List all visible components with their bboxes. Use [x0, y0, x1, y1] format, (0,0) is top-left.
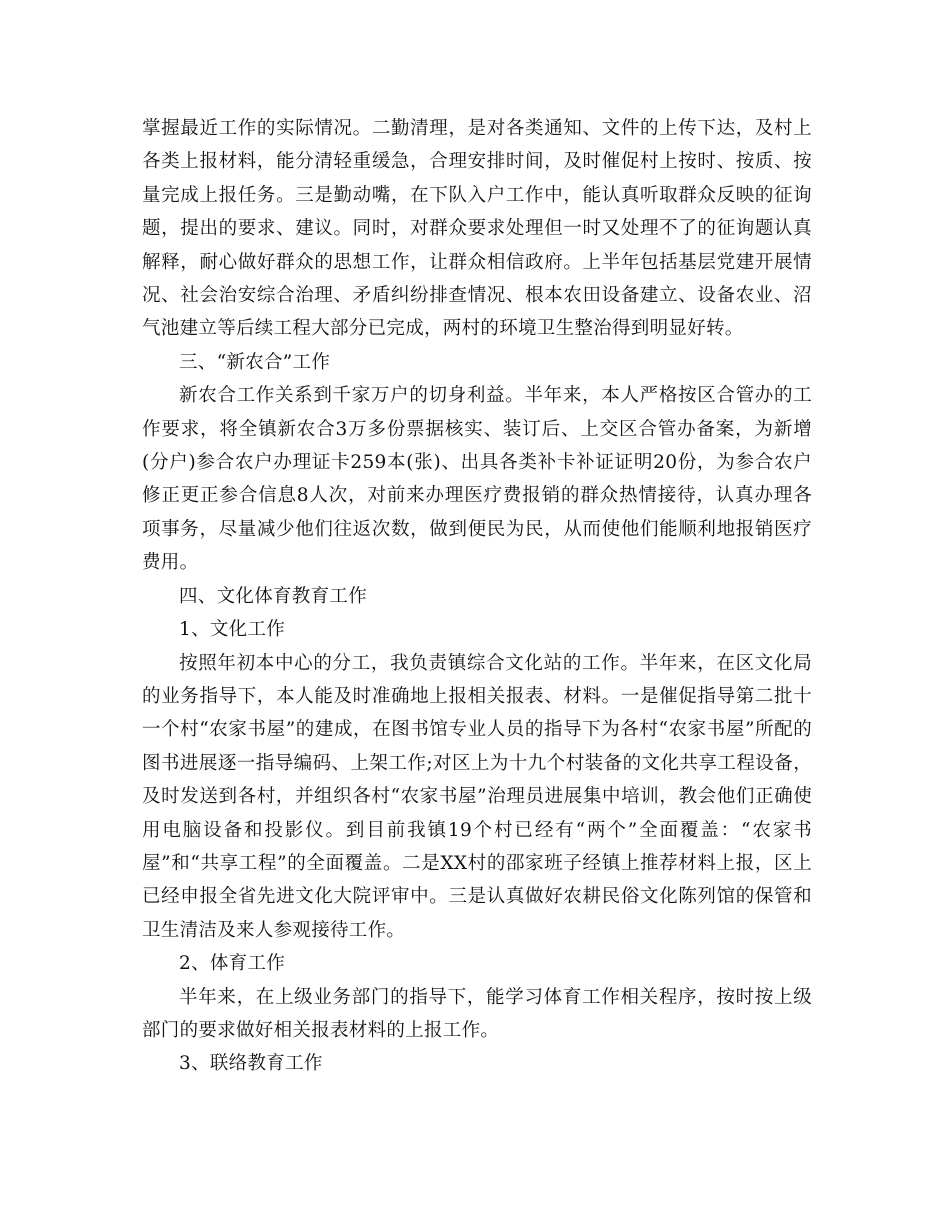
paragraph-culture-work: 按照年初本中心的分工，我负责镇综合文化站的工作。半年来，在区文化局的业务指导下，本人能及时准确地上报相关报表、材料。一是催促指导第二批十一个村“农家书屋”的建成，在图书馆专业人员的指导下为各村“农家书屋”所配的图书进展逐一指导编码、上架工作;对区上为十九个村装备的文化共享工程设备，及时发送到各村，并组织各村“农家书屋”治理员进展集中培训，教会他们正确使用电脑设备和投影仪。到目前我镇19个村已经有“两个”全面覆盖：“农家书屋”和“共享工程”的全面覆盖。二是XX村的邵家班子经镇上推荐材料上报，区上已经申报全省先进文化大院评审中。三是认真做好农耕民俗文化陈列馆的保管和卫生清洁及来人参观接待工作。	[142, 652, 812, 941]
subsection-heading-sports: 2、体育工作	[179, 953, 286, 975]
paragraph-work-summary: 掌握最近工作的实际情况。二勤清理，是对各类通知、文件的上传下达，及村上各类上报材料，能分清轻重缓急，合理安排时间，及时催促村上按时、按质、按量完成上报任务。三是勤动嘴，在下队入户工作中，能认真听取群众反映的征询题，提出的要求、建议。同时，对群众要求处理但一时又处理不了的征询题认真解释，耐心做好群众的思想工作，让群众相信政府。上半年包括基层党建开展情况、社会治安综合治理、矛盾纠纷排查情况、根本农田设备建立、设备农业、沼气池建立等后续工程大部分已完成，两村的环境卫生整治得到明显好转。	[142, 118, 812, 340]
subsection-heading-liaison-education: 3、联络教育工作	[179, 1053, 323, 1075]
paragraph-sports-work: 半年来，在上级业务部门的指导下，能学习体育工作相关程序，按时按上级部门的要求做好相关报表材料的上报工作。	[142, 986, 812, 1041]
subsection-heading-culture: 1、文化工作	[179, 619, 286, 641]
section-heading-culture-sports-education: 四、文化体育教育工作	[179, 585, 368, 607]
paragraph-new-rural-cooperative: 新农合工作关系到千家万户的切身利益。半年来，本人严格按区合管办的工作要求，将全镇新农合3万多份票据核实、装订后、上交区合管办备案，为新增(分户)参合农户办理证卡259本(张)、出具各类补卡补证证明20份，为参合农户修正更正参合信息8人次，对前来办理医疗费报销的群众热情接待，认真办理各项事务，尽量减少他们往返次数，做到便民为民，从而使他们能顺利地报销医疗费用。	[142, 385, 812, 574]
section-heading-new-rural-cooperative: 三、“新农合”工作	[179, 351, 331, 373]
document-page	[142, 112, 812, 1081]
